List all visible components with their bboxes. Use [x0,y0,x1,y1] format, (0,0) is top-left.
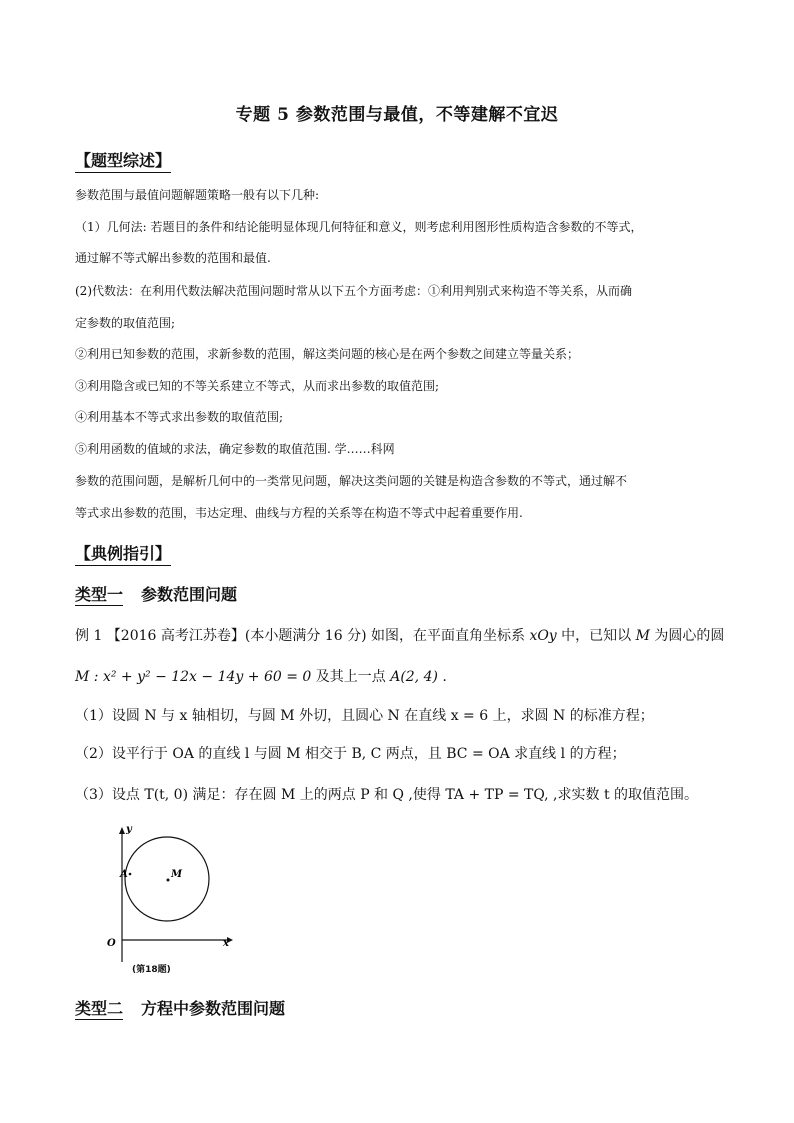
type-number: 类型二 [75,999,124,1018]
example-line-2 [75,668,447,686]
type-name: 方程中参数范围问题 [141,999,286,1018]
section-heading-examples: 【典例指引】 [75,541,171,566]
overview-line: (2)代数法：在利用代数法解决范围问题时常从以下五个方面考虑：①利用判别式来构造不等关系，从而确 [75,284,633,298]
coordinate-figure [92,822,242,982]
type-heading-2 [75,996,285,1019]
figure-caption: (第18题) [132,965,171,975]
example-text: 及其上一点 [311,669,391,685]
overview-line: 参数的范围问题，是解析几何中的一类常见问题，解决这类问题的关键是构造含参数的不等式，通过解不 [75,474,628,488]
overview-line: 通过解不等式解出参数的范围和最值. [75,251,271,265]
type-name: 参数范围问题 [141,585,238,604]
point-a-label: A [120,869,128,880]
math-var: M [635,628,650,644]
example-text: . [437,669,447,685]
section-heading-overview: 【题型综述】 [75,148,171,173]
example-text: 为圆心的圆 [649,628,725,644]
point-a-marker [129,873,132,876]
question-2: （2）设平行于 OA 的直线 l 与圆 M 相交于 B, C 两点，且 BC = OA 求直线 l 的方程； [75,746,626,762]
circle-equation: M : x² + y² − 12x − 14y + 60 = 0 [75,669,312,685]
overview-line: ③利用隐含或已知的不等关系建立不等式，从而求出参数的取值范围; [75,379,440,393]
overview-line: 参数范围与最值问题解题策略一般有以下几种: [75,188,320,202]
example-text: 中，已知以 [556,628,636,644]
overview-line: 等式求出参数的范围，韦达定理、曲线与方程的关系等在构造不等式中起着重要作用. [75,506,523,520]
origin-label: O [107,938,116,949]
overview-line: 定参数的取值范围; [75,316,176,330]
y-axis-label: y [126,824,132,835]
example-text: 例 1 【2016 高考江苏卷】(本小题满分 16 分) 如图，在平面直角坐标系 [75,628,530,644]
center-label: M [171,869,183,880]
overview-line: ④利用基本不等式求出参数的取值范围; [75,410,284,424]
point-a: A(2, 4) [390,669,438,685]
math-var: xOy [529,628,557,644]
page-title: 专题 5 参数范围与最值，不等建解不宜迟 [235,105,559,125]
overview-line: ⑤利用函数的值域的求法，确定参数的取值范围. 学……科网 [75,442,395,456]
center-point [167,879,170,882]
overview-line: （1）几何法: 若题目的条件和结论能明显体现几何特征和意义，则考虑利用图形性质构造含参数的不等式， [75,220,643,234]
question-3: （3）设点 T(t, 0) 满足：存在圆 M 上的两点 P 和 Q ,使得 TA + TP = TQ, ,求实数 t 的取值范围。 [75,787,699,803]
overview-line: ②利用已知参数的范围，求新参数的范围，解这类问题的核心是在两个参数之间建立等量关系； [75,347,580,361]
type-number: 类型一 [75,585,124,604]
x-axis-label: x [223,938,229,949]
example-line-1 [75,627,724,645]
question-1: （1）设圆 N 与 x 轴相切，与圆 M 外切，且圆心 N 在直线 x = 6 上，求圆 N 的标准方程； [75,708,654,724]
type-heading-1 [75,582,237,605]
y-axis-arrow [119,827,125,834]
